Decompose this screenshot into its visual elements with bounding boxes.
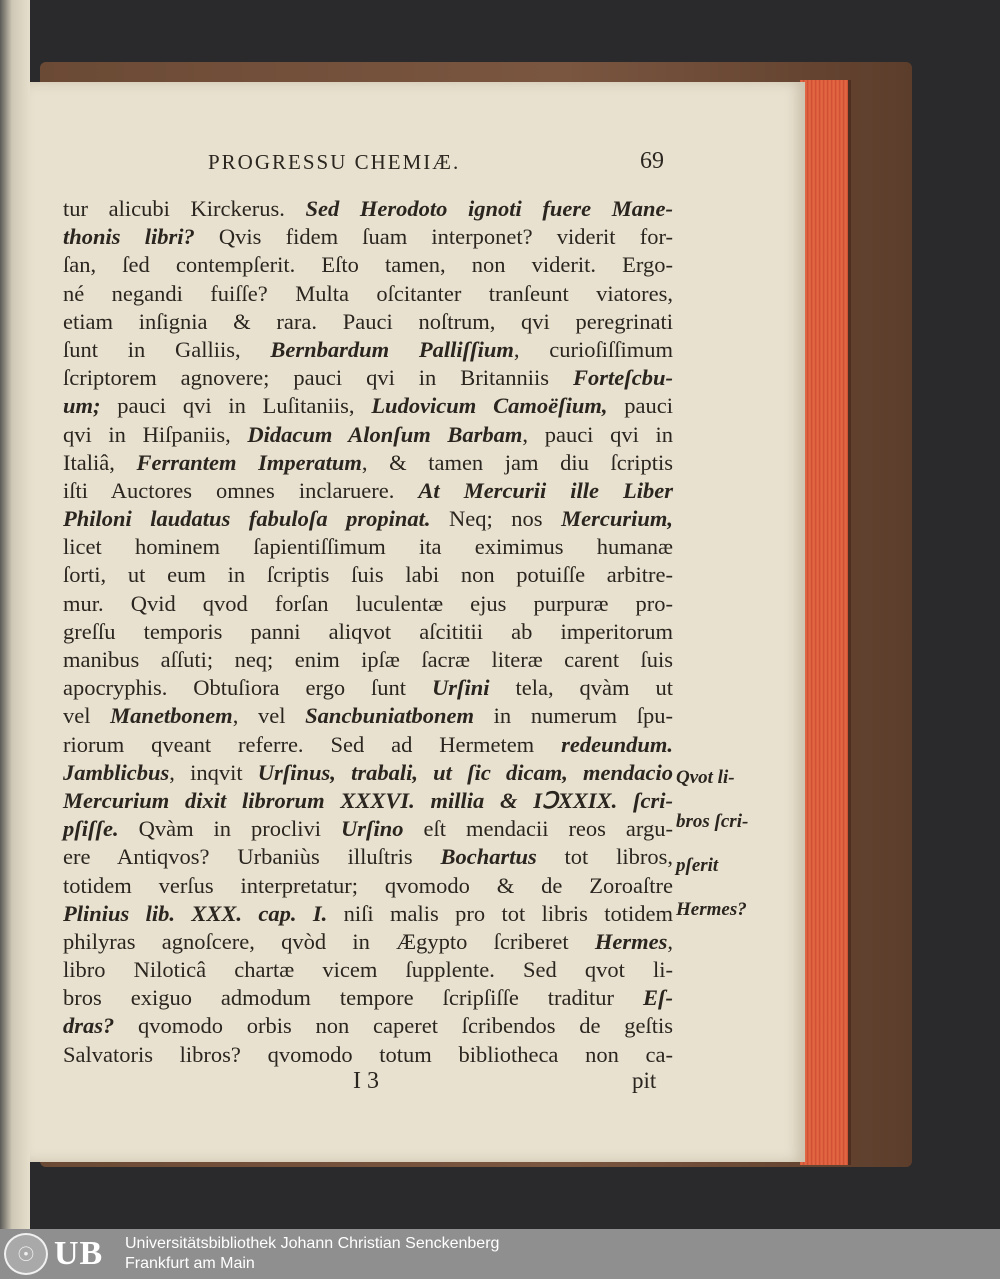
text-line — [63, 195, 673, 223]
text-run: tela, qvàm ut — [489, 675, 674, 701]
italic-run: Ferrantem Imperatum — [136, 449, 362, 475]
signature-mark: I 3 — [353, 1068, 379, 1094]
text-run: , vel — [232, 703, 306, 729]
italic-run: Bochartus — [440, 844, 537, 870]
text-run: totidem verſus interpretatur; qvomodo & de Zoroaſtre — [63, 872, 673, 898]
text-line — [63, 336, 673, 364]
text-run: bros exiguo admodum tempore ſcripſiſſe traditur — [63, 985, 643, 1011]
italic-run: Jamblicbus — [63, 759, 170, 785]
text-line — [63, 421, 673, 449]
text-run: ſcriptorem agnovere; pauci qvi in Britanniis — [63, 365, 573, 391]
text-run: greſſu temporis panni aliqvot aſcititii ab imperitorum — [63, 618, 673, 644]
library-name-line1: Universitätsbibliothek Johann Christian Senckenberg — [125, 1235, 500, 1252]
text-run: , pauci qvi in — [522, 421, 674, 447]
italic-run: Manetbonem — [110, 703, 233, 729]
text-line — [63, 928, 673, 956]
text-run: , curioſiſſimum — [513, 336, 673, 362]
text-run: ere Antiqvos? Urbaniùs illuſtris — [63, 844, 441, 870]
text-run: iſti Auctores omnes inclaruere. — [63, 477, 419, 503]
marginal-note-line: pſerit — [676, 855, 719, 876]
italic-run: Ludovicum Camoëſium, — [371, 393, 608, 419]
page-number: 69 — [640, 148, 664, 174]
marginal-note-line: Hermes? — [676, 899, 747, 920]
text-line — [63, 251, 673, 279]
text-run: Neq; nos — [430, 506, 562, 532]
text-run: ſunt in Galliis, — [63, 336, 271, 362]
text-run: Qvis fidem ſuam interponet? viderit for- — [194, 224, 673, 250]
text-line — [63, 843, 673, 871]
text-line — [63, 505, 673, 533]
italic-run: Urſino — [341, 816, 404, 842]
text-run: , — [667, 928, 673, 954]
italic-run: dras? — [63, 1013, 115, 1039]
text-run: tot libros, — [536, 844, 673, 870]
text-line — [63, 787, 673, 815]
text-run: pauci qvi in Luſitaniis, — [100, 393, 372, 419]
italic-run: Sed Herodoto ignoti fuere Mane- — [305, 196, 674, 221]
text-line — [63, 364, 673, 392]
text-run: tur alicubi Kirckerus. — [63, 196, 306, 221]
text-line — [63, 759, 673, 787]
marginal-note — [676, 756, 766, 932]
text-line — [63, 308, 673, 336]
text-line — [63, 223, 673, 251]
text-line — [63, 561, 673, 589]
italic-run: Urſinus, trabali, ut ſic dicam, mendacio — [257, 759, 673, 785]
text-run: niſi malis pro tot libris totidem — [327, 900, 673, 926]
text-run: Italiâ, — [63, 449, 137, 475]
library-logo[interactable] — [4, 1232, 114, 1276]
text-line — [63, 984, 673, 1012]
text-run: , & tamen jam diu ſcriptis — [361, 449, 673, 475]
text-run: in numerum ſpu- — [473, 703, 673, 729]
text-run: mur. Qvid qvod forſan luculentæ ejus purpuræ pro- — [63, 590, 673, 616]
italic-run: Mercurium dixit librorum XXXVI. millia & IↃXXIX. ſcri- — [63, 787, 673, 813]
text-run: pauci — [607, 393, 673, 419]
italic-run: Eſ- — [643, 985, 673, 1011]
running-head: PROGRESSU CHEMIÆ. — [208, 150, 461, 174]
text-line — [63, 872, 673, 900]
italic-run: thonis libri? — [63, 224, 195, 250]
text-run: né negandi fuiſſe? Multa oſcitanter tranſeunt viatores, — [63, 280, 673, 306]
text-line — [63, 590, 673, 618]
text-run: philyras agnoſcere, qvòd in Ægypto ſcriberet — [63, 928, 595, 954]
text-run: , inqvit — [169, 759, 258, 785]
italic-run: Bernbardum Palliſſium — [270, 336, 514, 362]
text-line — [63, 956, 673, 984]
italic-run: Didacum Alonſum Barbam — [247, 421, 523, 447]
text-run: libro Niloticâ chartæ vicem ſupplente. Sed qvot li- — [63, 957, 673, 983]
italic-run: um; — [63, 393, 101, 419]
previous-page-marginalia — [4, 200, 22, 720]
italic-run: At Mercurii ille Liber — [418, 477, 673, 503]
library-name — [125, 1234, 499, 1274]
text-line — [63, 618, 673, 646]
text-run: riorum qveant referre. Sed ad Hermetem — [63, 731, 562, 757]
text-line — [63, 900, 673, 928]
italic-run: Sancbuniatbonem — [305, 703, 474, 729]
text-run: vel — [63, 703, 111, 729]
text-line — [63, 280, 673, 308]
text-run: qvi in Hiſpaniis, — [63, 421, 248, 447]
text-line — [63, 449, 673, 477]
text-run: manibus aſſuti; neq; enim ipſæ ſacræ literæ carent ſuis — [63, 647, 673, 672]
italic-run: Mercurium, — [561, 506, 673, 532]
marginal-note-line: bros ſcri- — [676, 811, 749, 832]
library-name-line2: Frankfurt am Main — [125, 1255, 255, 1272]
body-text — [63, 195, 673, 1069]
text-line — [63, 731, 673, 759]
text-line — [63, 533, 673, 561]
page-edges — [800, 80, 851, 1165]
text-run: ſorti, ut eum in ſcriptis ſuis labi non potuiſſe arbitre- — [63, 562, 673, 588]
text-line — [63, 1041, 673, 1069]
marginal-note-line: Qvot li- — [676, 767, 735, 788]
text-line — [63, 646, 673, 674]
text-line — [63, 477, 673, 505]
previous-page-edge — [0, 0, 30, 1229]
seal-icon: ☉ — [4, 1233, 48, 1275]
text-run: Qvàm in proclivi — [118, 816, 342, 842]
text-line — [63, 674, 673, 702]
text-line — [63, 815, 673, 843]
italic-run: Forteſcbu- — [573, 365, 673, 391]
italic-run: pſiſſe. — [63, 816, 119, 842]
text-run: Salvatoris libros? qvomodo totum bibliotheca non ca- — [63, 1041, 673, 1067]
text-run: apocryphis. Obtuſiora ergo ſunt — [63, 675, 433, 701]
logo-ub-text: UB — [54, 1235, 104, 1272]
text-line — [63, 392, 673, 420]
text-line — [63, 702, 673, 730]
italic-run: Plinius lib. XXX. cap. I. — [63, 900, 328, 926]
catchword: pit — [632, 1068, 657, 1093]
italic-run: Urſini — [432, 675, 490, 701]
text-run: eſt mendacii reos argu- — [403, 816, 673, 842]
text-run: etiam inſignia & rara. Pauci noſtrum, qvi peregrinati — [63, 308, 673, 334]
text-run: qvomodo orbis non caperet ſcribendos de geſtis — [114, 1013, 673, 1039]
text-run: licet hominem ſapientiſſimum ita eximimus humanæ — [63, 534, 673, 560]
text-line — [63, 1012, 673, 1040]
italic-run: Hermes — [594, 928, 668, 954]
italic-run: redeundum. — [561, 731, 673, 757]
text-run: ſan, ſed contempſerit. Eſto tamen, non viderit. Ergo- — [63, 252, 673, 278]
italic-run: Philoni laudatus fabuloſa propinat. — [63, 506, 431, 532]
